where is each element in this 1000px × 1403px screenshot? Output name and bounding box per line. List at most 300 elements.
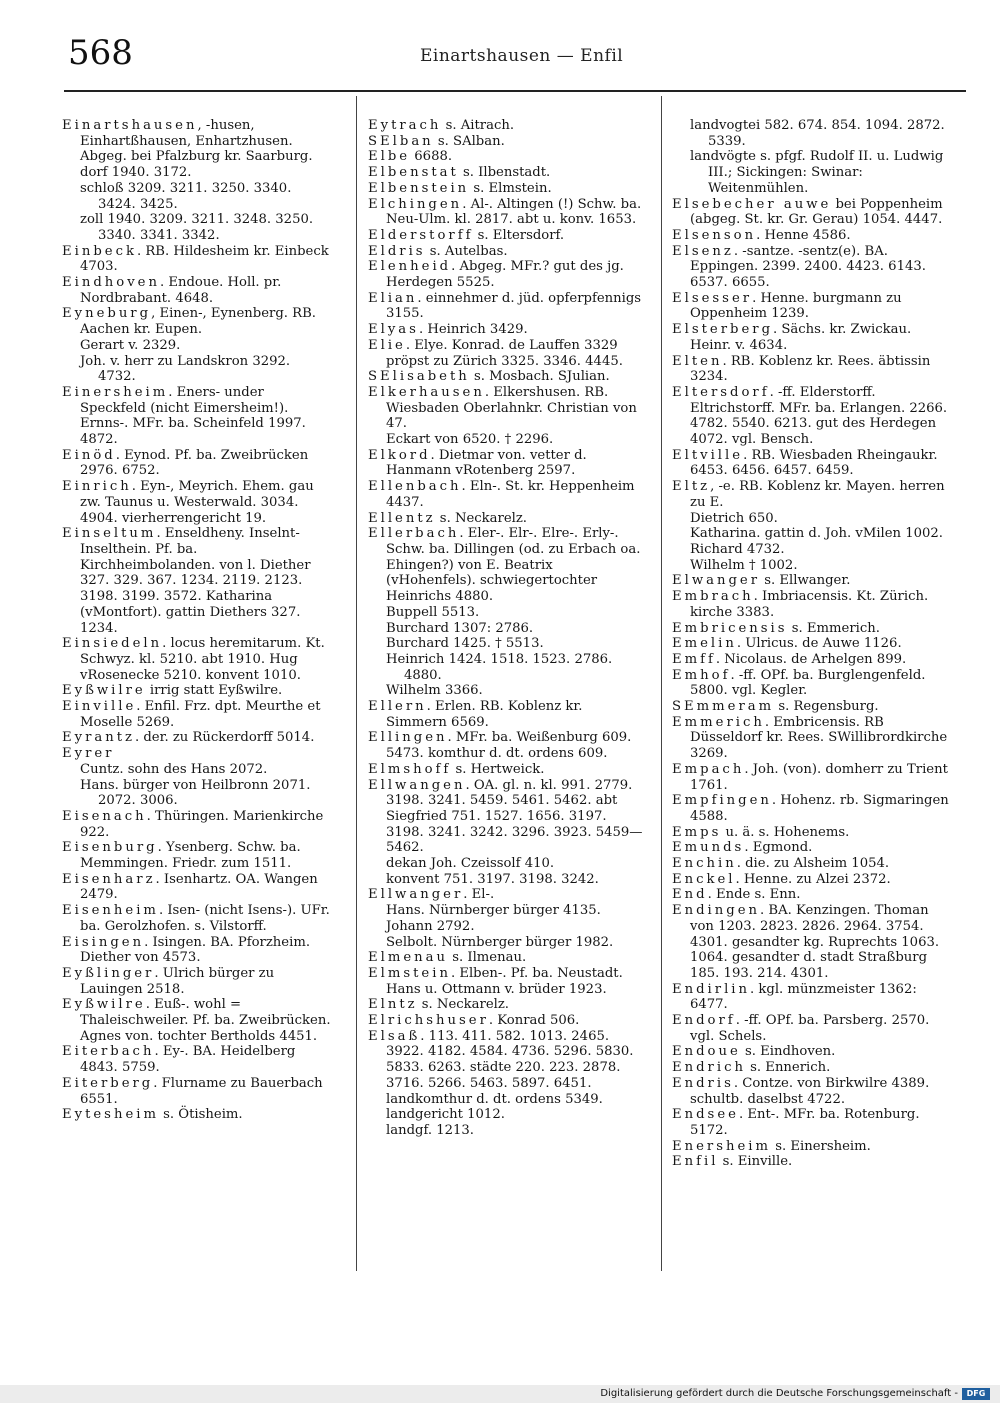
entry-text: . Imbriacensis. Kt. Zürich. kirche 3383. [690,589,929,620]
entry-text: s. Einersheim. [771,1138,871,1154]
index-subentry [368,872,644,888]
entry-headword: Elntz [368,997,418,1013]
entry-headword: Elderstorff [368,227,474,243]
entry-text: . Eler-. Elr-. Elre-. Erly-. Schw. ba. Dillingen (od. zu Erbach oa. Ehingen?) von E. Beatrix (vHohenfels). schwiegertochter Heinrichs 4880. [386,526,641,605]
index-subentry [672,511,950,527]
index-subentry [368,683,644,699]
index-entry [368,730,644,761]
entry-text: s. Neckarelz. [435,510,528,526]
index-entry [62,118,332,181]
entry-text: . Konrad 506. [488,1013,580,1029]
index-entry [672,385,950,448]
entry-text: Cuntz. sohn des Hans 2072. [80,761,268,777]
entry-headword: Enfil [672,1154,719,1170]
index-entry [672,840,950,856]
entry-text: . Embricensis. RB Düsseldorf kr. Rees. SWillibrordkirche 3269. [690,714,948,762]
entry-text: . einnehmer d. jüd. opferpfennigs 3155. [386,290,642,322]
index-entry [368,165,644,181]
entry-headword: Eiterbach [62,1044,155,1060]
entry-headword: Elsenson [672,227,757,243]
entry-text: Selbolt. Nürnberger bürger 1982. [386,934,614,950]
entry-text: Dietrich 650. [690,510,778,526]
index-entry [368,778,644,857]
index-entry [672,228,950,244]
entry-headword: Endsee [672,1107,739,1123]
entry-text: . Endoue. Holl. pr. Nordbrabant. 4648. [80,275,282,306]
entry-headword: Eytrach [368,118,442,133]
index-entry [62,385,332,448]
index-entry [672,291,950,322]
entry-headword: Eyßwilre [62,683,146,699]
index-subentry [368,605,644,621]
index-subentry [368,935,644,951]
entry-text: . Isenhartz. OA. Wangen 2479. [80,871,318,903]
entry-headword: Enchin [672,856,737,872]
entry-headword: Empfingen [672,793,772,809]
entry-text: , Einen-, Eynenberg. RB. Aachen kr. Eupen. [80,306,316,338]
entry-headword: Einersheim [62,384,169,400]
index-subentry [368,652,644,683]
index-entry [62,479,332,526]
entry-headword: Endoue [672,1044,741,1060]
index-entry [672,825,950,841]
entry-headword: Eldris [368,243,426,259]
index-entry [62,699,332,730]
index-entry [672,762,950,793]
running-head: Einartshausen — Enfil [420,46,624,66]
index-entry [62,730,332,746]
entry-text: Richard 4732. [690,541,785,557]
entry-text: . Abgeg. MFr.? gut des jg. Herdegen 5525. [386,259,624,291]
entry-text: . El-. [463,887,495,903]
entry-text: . Al-. Altingen (!) Schw. ba. Neu-Ulm. kl. 2817. abt u. konv. 1653. [386,196,642,228]
entry-headword: Elsenz [672,243,734,259]
entry-text: Hans. bürger von Heilbronn 2071. 2072. 3006. [80,777,311,809]
index-subentry [368,856,644,872]
index-entry [368,448,644,479]
entry-text: Buppell 5513. [386,604,480,620]
entry-text: landgf. 1213. [386,1123,475,1138]
index-entry [368,197,644,228]
entry-headword: Elmshoff [368,761,452,777]
entry-text: Heinrich 1424. 1518. 1523. 2786. 4880. [386,651,613,683]
entry-text: . -ff. Elderstorff. Eltrichstorff. MFr. ba. Erlangen. 2266. 4782. 5540. 6213. gut des Herdegen 4072. vgl. Bensch. [690,384,948,448]
entry-text: . 113. 411. 582. 1013. 2465. 3922. 4182. 4584. 4736. 5296. 5830. 5833. 6263. städte 220. 223. 2878. 3716. 5266. 5463. 5897. 6451. [386,1028,634,1091]
entry-headword: Eisenach [62,808,147,824]
entry-text: . Ulricus. de Auwe 1126. [736,636,902,652]
column-divider [356,96,357,1271]
entry-headword: SEmmeram [672,699,775,715]
entry-headword: Elsebecher auwe [672,196,832,212]
entry-text: s. Elmstein. [469,180,552,196]
entry-text: . RB. Wiesbaden Rheingaukr. 6453. 6456. 6457. 6459. [690,447,938,479]
index-entry [368,479,644,510]
entry-headword: Endris [672,1075,734,1091]
index-column-1 [62,118,332,1123]
entry-headword: Einseltum [62,526,157,542]
entry-text: u. ä. s. Hohenems. [721,824,850,840]
entry-headword: Ellenbach [368,479,462,495]
index-entry [62,903,332,934]
entry-headword: Endingen [672,903,761,919]
index-entry [672,573,950,589]
entry-text: . MFr. ba. Weißenburg 609. 5473. komthur d. dt. ordens 609. [386,730,632,762]
entry-text: . Ysenberg. Schw. ba. Memmingen. Friedr. zum 1511. [80,840,301,872]
entry-headword: Elsesser [672,290,753,306]
index-entry [672,448,950,479]
index-subentry [368,903,644,919]
entry-text: . kgl. münzmeister 1362: 6477. [690,981,917,1013]
index-entry [62,1044,332,1075]
index-entry [62,966,332,997]
entry-text: . Joh. (von). domherr zu Trient 1761. [690,761,948,793]
entry-headword: Elbe [368,149,411,165]
entry-headword: Emhof [672,667,731,683]
index-subentry [672,526,950,542]
index-entry [672,621,950,637]
entry-text: . OA. gl. n. kl. 991. 2779. 3198. 3241. 5459. 5461. 5462. abt Siegfried 751. 1527. 1656. 3197. 3198. 3241. 3242. 3296. 3923. 5459—5462. [386,777,643,856]
index-entry [672,244,950,291]
entry-headword: Einville [62,699,137,715]
entry-text: landkomthur d. dt. ordens 5349. [386,1091,603,1107]
entry-text: . Henne. zu Alzei 2372. [735,871,891,887]
entry-text: s. SAlban. [433,133,505,149]
entry-headword: Elmstein [368,965,451,981]
entry-text: landvögte s. pfgf. Rudolf II. u. Ludwig III.; Sickingen: Swinar: Weitenmühlen. [690,149,944,196]
entry-text: s. Einville. [718,1154,793,1170]
entry-text: . Ulrich bürger zu Lauingen 2518. [80,965,275,997]
entry-text: s. Ennerich. [745,1060,831,1076]
index-entry [62,306,332,337]
entry-headword: Einsiedeln [62,636,163,652]
entry-text: . Flurname zu Bauerbach 6551. [80,1075,323,1107]
entry-text: . Thüringen. Marienkirche 922. [80,808,324,840]
entry-headword: Ellingen [368,730,448,746]
entry-headword: Endirlin [672,981,751,997]
entry-headword: Emunds [672,840,745,856]
index-entry [672,1107,950,1138]
entry-headword: Eltz [672,479,711,495]
index-entry [368,134,644,150]
entry-text: . Eyn-, Meyrich. Ehem. gau zw. Taunus u. Westerwald. 3034. 4904. vierherrengericht 19. [80,479,314,526]
entry-text: , -husen, Einhartßhausen, Enhartzhusen. Abgeg. bei Pfalzburg kr. Saarburg. dorf 1940. 3172. [80,118,313,181]
index-entry [672,1139,950,1155]
index-subentry [672,118,950,149]
entry-headword: Enersheim [672,1138,772,1154]
entry-text: . Dietmar von. vetter d. Hanmann vRotenberg 2597. [386,447,587,479]
index-entry [368,181,644,197]
entry-headword: Eyßwilre [62,997,146,1013]
entry-text: Hans. Nürnberger bürger 4135. [386,903,601,919]
entry-text: Johann 2792. [386,918,475,934]
index-entry [368,118,644,134]
entry-text: s. Eindhoven. [740,1044,836,1060]
entry-headword: Einbeck [62,243,137,259]
entry-headword: Emps [672,824,722,840]
entry-headword: Eltville [672,447,744,463]
entry-text: , -e. RB. Koblenz kr. Mayen. herren zu E. [690,479,945,510]
index-entry [368,511,644,527]
entry-text: . Isingen. BA. Pforzheim. Diether von 4573. [80,934,311,966]
index-entry [62,809,332,840]
entry-text: s. Ilbenstadt. [458,165,551,181]
entry-text: . Eynod. Pf. ba. Zweibrücken 2976. 6752. [80,447,309,479]
entry-text: irrig statt Eyßwilre. [145,683,283,699]
entry-headword: Eindhoven [62,275,160,291]
index-entry [672,699,950,715]
index-entry [672,589,950,620]
entry-headword: Emelin [672,636,737,652]
entry-text: . Henne 4586. [756,227,851,243]
index-subentry [368,1092,644,1108]
index-entry [368,149,644,165]
entry-headword: Elsterberg [672,322,774,338]
entry-text: landvogtei 582. 674. 854. 1094. 2872. 5339. [690,118,945,149]
entry-text: Wilhelm 3366. [386,683,483,699]
index-subentry [368,636,644,652]
entry-headword: Elsaß [368,1028,421,1044]
entry-text: landgericht 1012. [386,1107,505,1123]
index-entry [368,369,644,385]
entry-headword: Eyneburg [62,306,152,322]
index-entry [368,244,644,260]
entry-text: Burchard 1425. † 5513. [386,636,544,652]
index-entry [672,1154,950,1170]
index-entry [368,966,644,997]
entry-text: Eckart von 6520. † 2296. [386,432,554,448]
entry-text: . Elben-. Pf. ba. Neustadt. Hans u. Ottmann v. brüder 1923. [386,965,623,997]
entry-text: s. Ötisheim. [158,1107,243,1123]
entry-headword: Elbenstat [368,165,459,181]
entry-text: s. Neckarelz. [417,997,509,1013]
entry-text: 6688. [410,149,453,165]
index-entry [672,856,950,872]
index-entry [368,1029,644,1092]
entry-headword: SElisabeth [368,369,470,385]
index-entry [672,872,950,888]
index-entry [368,526,644,605]
entry-headword: Elten [672,353,723,369]
entry-headword: Eisenharz [62,871,156,887]
entry-text: Gerart v. 2329. [80,337,181,353]
entry-headword: Elenheid [368,259,452,275]
entry-text: dekan Joh. Czeissolf 410. [386,856,555,872]
index-entry [672,636,950,652]
entry-headword: Ellern [368,699,427,715]
entry-headword: Empach [672,761,745,777]
entry-headword: Eiterberg [62,1075,154,1091]
entry-text: . die. zu Alsheim 1054. [736,856,890,872]
entry-text: bei Poppenheim (abgeg. St. kr. Gr. Gerau) 1054. 4447. [690,196,943,228]
entry-text: . locus heremitarum. Kt. Schwyz. kl. 5210. abt 1910. Hug vRosenecke 5210. konvent 1010. [80,636,325,683]
index-subentry [368,919,644,935]
index-entry [672,903,950,982]
entry-headword: Ellentz [368,510,436,526]
index-entry [672,322,950,353]
page-number: 568 [68,33,133,73]
entry-headword: Eisenheim [62,903,159,919]
entry-text: . Eln-. St. kr. Heppenheim 4437. [386,479,635,510]
index-entry [368,762,644,778]
entry-text: . -ff. OPf. ba. Burglengenfeld. 5800. vgl. Kegler. [690,667,926,699]
entry-text: . Elkershusen. RB. Wiesbaden Oberlahnkr. Christian von 47. [386,384,637,432]
entry-headword: Elie [368,337,406,353]
index-entry [62,872,332,903]
entry-headword: Eisenburg [62,840,158,856]
index-subentry [368,1107,644,1123]
index-entry [368,887,644,903]
index-entry [672,668,950,699]
entry-text: . Heinrich 3429. [418,322,528,338]
entry-text: . Enfil. Frz. dpt. Meurthe et Moselle 5269. [80,699,321,730]
entry-text: . Isen- (nicht Isens-). UFr. ba. Gerolzhofen. s. Vilstorff. [80,903,330,934]
entry-text: Katharina. gattin d. Joh. vMilen 1002. [690,526,943,542]
index-entry [62,997,332,1044]
index-entry [368,338,644,369]
index-subentry [62,762,332,778]
index-entry [62,1107,332,1123]
index-entry [62,935,332,966]
entry-headword: Elchingen [368,196,463,212]
index-entry [62,746,332,762]
index-entry [672,1044,950,1060]
entry-text: . Elye. Konrad. de Lauffen 3329 pröpst zu Zürich 3325. 3346. 4445. [386,337,623,369]
entry-headword: Embrach [672,589,754,605]
entry-headword: Elmenau [368,950,449,966]
column-divider [661,96,662,1271]
entry-text: . Ey-. BA. Heidelberg 4843. 5759. [80,1044,296,1076]
index-column-2 [368,118,644,1139]
entry-text: . Contze. von Birkwilre 4389. schultb. daselbst 4722. [690,1075,930,1107]
index-entry [672,982,950,1013]
index-subentry [672,149,950,196]
entry-text: . Sächs. kr. Zwickau. Heinr. v. 4634. [690,322,912,353]
entry-headword: Elkord [368,447,431,463]
index-subentry [672,542,950,558]
entry-headword: Enckel [672,871,736,887]
entry-headword: Eyrer [62,746,115,762]
index-entry [672,1013,950,1044]
entry-text: . Ent-. MFr. ba. Rotenburg. 5172. [690,1107,920,1138]
entry-text: s. Regensburg. [774,699,879,715]
index-entry [368,950,644,966]
header-rule [64,90,966,92]
entry-headword: Eltersdorf [672,384,770,400]
index-entry [672,197,950,228]
entry-text: s. Mosbach. SJulian. [469,369,610,385]
index-subentry [62,778,332,809]
index-subentry [62,212,332,243]
entry-text: . Ende s. Enn. [707,887,801,903]
entry-headword: Einrich [62,479,132,495]
footer-credit: Digitalisierung gefördert durch die Deutsche Forschungsgemeinschaft - [600,1388,958,1399]
entry-headword: Elwanger [672,573,761,589]
index-subentry [62,354,332,385]
entry-headword: Emmerich [672,714,765,730]
entry-text: . -ff. OPf. ba. Parsberg. 2570. vgl. Schels. [690,1013,930,1044]
entry-text: konvent 751. 3197. 3198. 3242. [386,871,599,887]
index-entry [62,683,332,699]
entry-text: s. Emmerich. [787,620,880,636]
index-subentry [368,432,644,448]
index-entry [368,1013,644,1029]
entry-text: . -santze. -sentz(e). BA. Eppingen. 2399. 2400. 4423. 6143. 6537. 6655. [690,243,926,291]
entry-headword: Endorf [672,1013,736,1029]
entry-text: s. Aitrach. [441,118,515,133]
index-entry [672,793,950,824]
entry-headword: Einartshausen [62,118,198,133]
entry-text: . RB. Hildesheim kr. Einbeck 4703. [80,243,329,275]
entry-text: s. Eltersdorf. [473,227,565,243]
entry-headword: Eytesheim [62,1107,159,1123]
index-entry [368,322,644,338]
entry-headword: Einöd [62,447,116,463]
index-entry [62,275,332,306]
entry-headword: Ellwanger [368,887,464,903]
entry-text: . Euß-. wohl = Thaleischweiler. Pf. ba. Zweibrücken. Agnes von. tochter Bertholds 4451. [80,997,331,1044]
entry-headword: Eisingen [62,934,145,950]
index-entry [62,636,332,683]
index-entry [672,354,950,385]
index-entry [62,244,332,275]
index-entry [368,699,644,730]
entry-headword: Emff [672,651,716,667]
index-entry [672,715,950,762]
entry-headword: Elrichshuser [368,1013,489,1029]
entry-headword: Embricensis [672,620,788,636]
entry-text: . BA. Kenzingen. Thoman von 1203. 2823. 2826. 2964. 3754. 4301. gesandter kg. Ruprechts 1063. 1064. gesandter d. stadt Straßburg 185. 193. 214. 4301. [690,903,940,981]
index-entry [62,1076,332,1107]
entry-headword: Ellwangen [368,777,466,793]
entry-headword: Elkerhausen [368,384,485,400]
entry-headword: End [672,887,708,903]
index-subentry [368,1123,644,1139]
index-entry [368,385,644,432]
entry-text: . Erlen. RB. Koblenz kr. Simmern 6569. [386,699,583,730]
entry-headword: Eyrantz [62,730,135,746]
entry-headword: Elyas [368,322,419,338]
entry-text: Wilhelm † 1002. [690,557,798,573]
entry-text: Joh. v. herr zu Landskron 3292. 4732. [80,353,291,385]
entry-text: . Enseldheny. Inselnt-Inselthein. Pf. ba. Kirchheimbolanden. von l. Diether 327. 329. 367. 1234. 2119. 2123. 3198. 3199. 3572. Katharina (vMontfort). gattin Diethers 327. 1234. [80,526,311,636]
entry-text: Burchard 1307: 2786. [386,620,534,636]
entry-headword: Ellerbach [368,526,460,542]
entry-text: schloß 3209. 3211. 3250. 3340. 3424. 3425. [80,180,292,212]
index-entry [672,887,950,903]
index-entry [672,1076,950,1107]
entry-text: zoll 1940. 3209. 3211. 3248. 3250. 3340. 3341. 3342. [80,212,314,243]
entry-text: . der. zu Rückerdorff 5014. [134,730,315,746]
entry-text: s. Hertweick. [451,761,545,777]
entry-text: . Hohenz. rb. Sigmaringen 4588. [690,793,949,824]
index-column-3 [672,118,950,1170]
index-entry [672,479,950,510]
entry-headword: Elbenstein [368,180,470,196]
entry-headword: Elian [368,290,418,306]
index-entry [672,652,950,668]
index-subentry [62,338,332,354]
entry-text: . Nicolaus. de Arhelgen 899. [715,651,907,667]
index-entry [368,291,644,322]
index-subentry [368,621,644,637]
index-entry [368,228,644,244]
entry-text: . Egmond. [744,840,813,856]
entry-text: s. Ilmenau. [448,950,527,966]
index-subentry [62,181,332,212]
entry-headword: Endrich [672,1060,746,1076]
index-entry [62,526,332,636]
entry-text: . RB. Koblenz kr. Rees. äbtissin 3234. [690,353,931,385]
